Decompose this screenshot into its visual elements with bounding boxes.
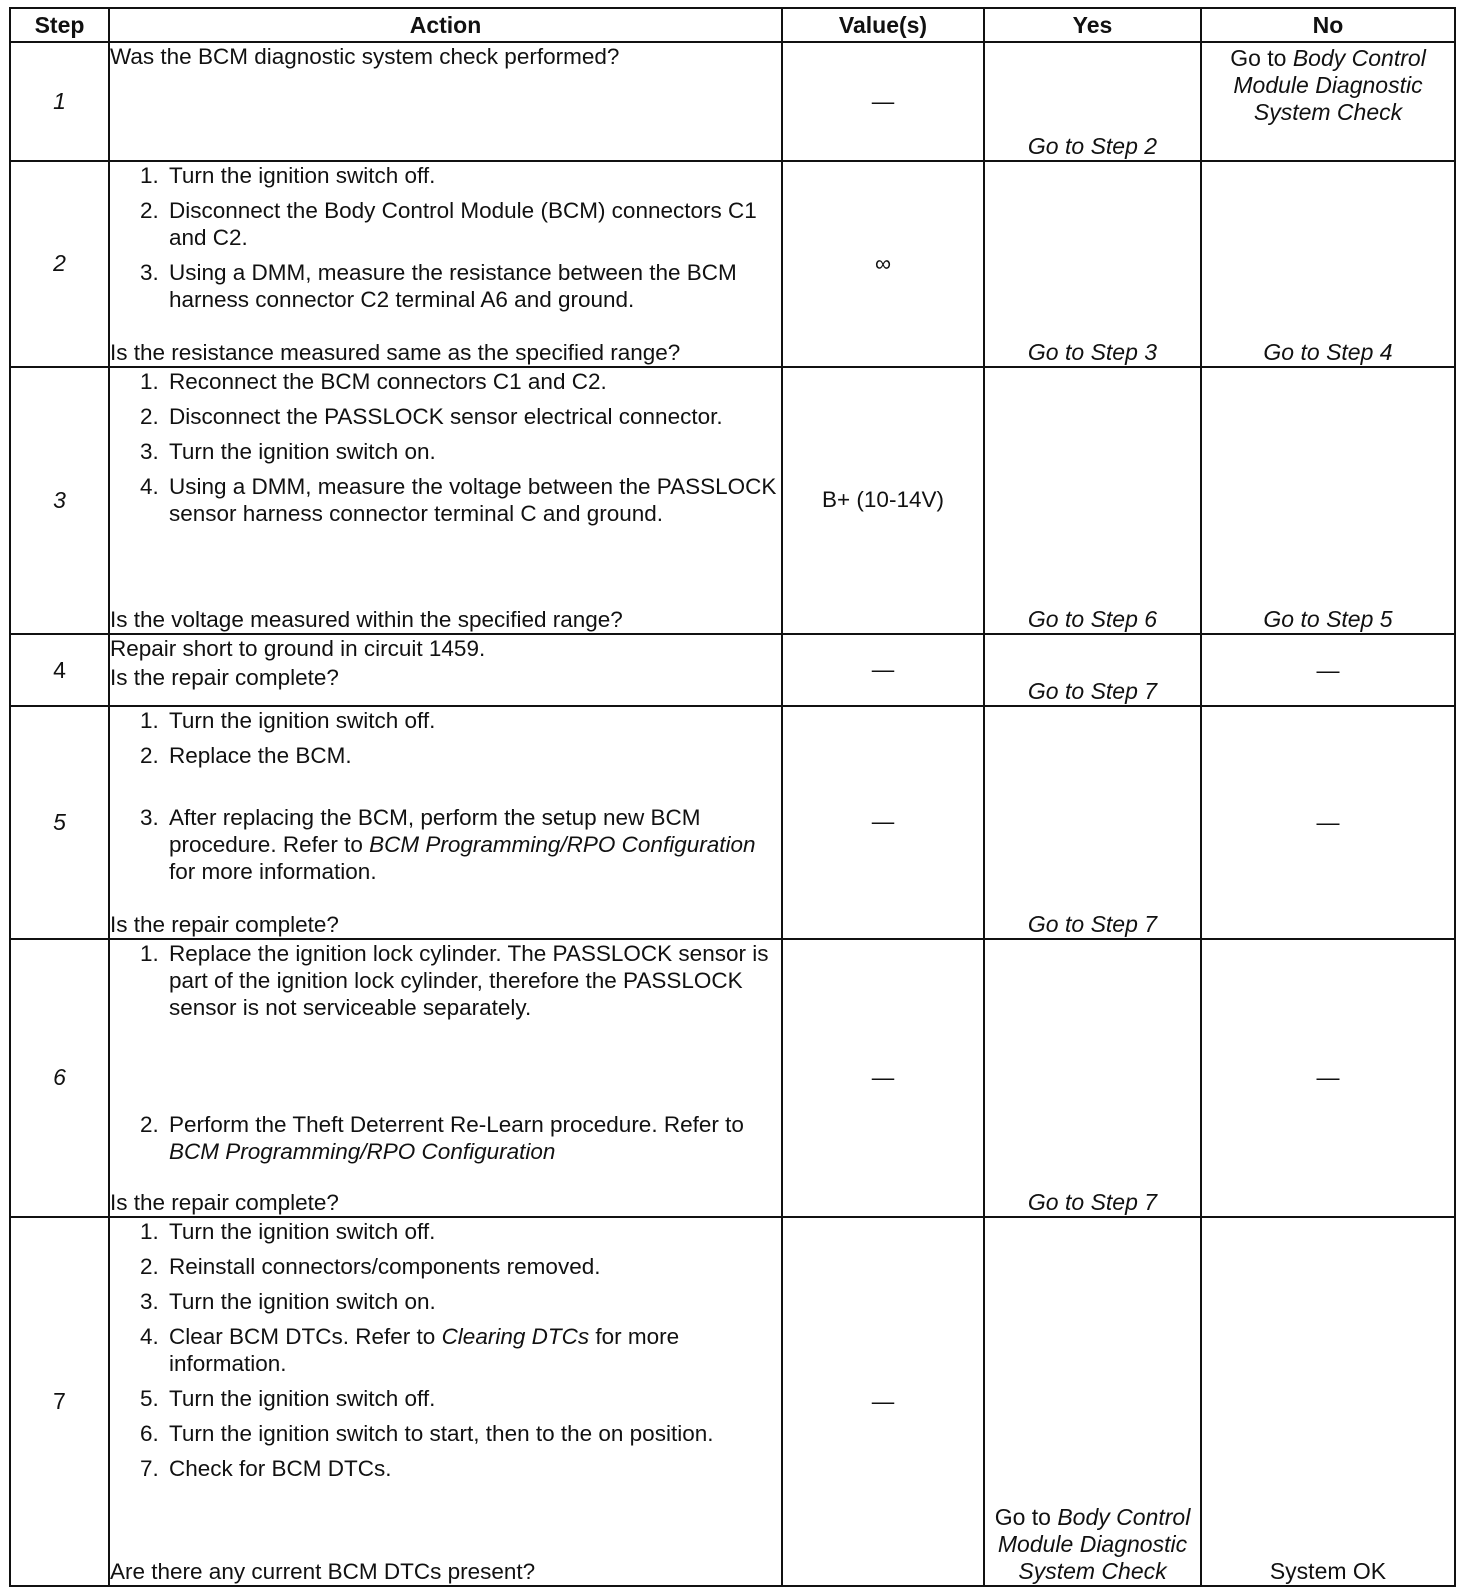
value-cell: ∞ <box>782 161 984 366</box>
action-steps <box>110 940 781 1173</box>
action-step: 1. Turn the ignition switch off. <box>165 1218 781 1245</box>
no-cell: System OK <box>1201 1217 1455 1586</box>
action-steps <box>110 368 781 535</box>
action-step: 2. Reinstall connectors/components removed. <box>165 1253 781 1280</box>
action-steps <box>110 162 781 321</box>
action-step: 1. Turn the ignition switch off. <box>165 707 781 734</box>
step-number: 7 <box>10 1217 109 1586</box>
action-step: 4. Using a DMM, measure the voltage between the PASSLOCK sensor harness connector terminal C and ground. <box>165 473 781 527</box>
table-row <box>10 161 1455 366</box>
action-question: Is the repair complete? <box>110 665 339 691</box>
reference-link-text: BCM Programming/RPO Configuration <box>369 832 756 858</box>
action-step: 1. Replace the ignition lock cylinder. The PASSLOCK sensor is part of the ignition lock cylinder, therefore the PASSLOCK sensor is not serviceable separately. <box>165 940 781 1021</box>
action-question: Is the repair complete? <box>110 1190 339 1216</box>
step-number: 6 <box>10 939 109 1218</box>
table-row <box>10 706 1455 938</box>
action-question: Is the repair complete? <box>110 911 339 937</box>
action-cell <box>109 1217 782 1586</box>
action-cell <box>109 939 782 1218</box>
action-step: 1. Reconnect the BCM connectors C1 and C2. <box>165 368 781 395</box>
step-number: 3 <box>10 367 109 635</box>
table-row <box>10 634 1455 706</box>
no-cell: — <box>1201 634 1455 706</box>
reference-link-text: Clearing DTCs <box>441 1324 590 1350</box>
step-number: 1 <box>10 42 109 161</box>
no-cell: Go to Step 5 <box>1201 367 1455 635</box>
action-cell <box>109 42 782 161</box>
no-reference: Body Control Module Diagnostic System Check <box>1233 45 1426 125</box>
header-row <box>10 8 1455 42</box>
table-row <box>10 367 1455 635</box>
action-question: Are there any current BCM DTCs present? <box>110 1559 536 1584</box>
action-steps <box>110 1218 781 1490</box>
action-step <box>165 1323 781 1377</box>
action-step-text: for more information. <box>169 1324 680 1377</box>
action-step: 3. Turn the ignition switch on. <box>165 438 781 465</box>
table-row <box>10 42 1455 161</box>
value-cell: — <box>782 42 984 161</box>
action-step: 3. Turn the ignition switch on. <box>165 1288 781 1315</box>
value-cell: — <box>782 1217 984 1586</box>
yes-cell <box>984 1217 1201 1586</box>
action-question: Is the voltage measured within the specified range? <box>110 607 623 633</box>
action-step: 2. Disconnect the Body Control Module (BCM) connectors C1 and C2. <box>165 197 781 251</box>
action-line: Repair short to ground in circuit 1459. <box>110 636 486 662</box>
no-prefix: Go to <box>1230 45 1293 71</box>
action-step-text: After replacing the BCM, perform the setup new BCM procedure. Refer to <box>169 805 701 858</box>
header-no: No <box>1201 8 1455 42</box>
reference-link-text: BCM Programming/RPO Configuration <box>169 1138 556 1164</box>
header-values: Value(s) <box>782 8 984 42</box>
no-cell: Go to Step 4 <box>1201 161 1455 366</box>
header-step: Step <box>10 8 109 42</box>
step-number: 5 <box>10 706 109 938</box>
action-steps <box>110 707 781 893</box>
action-step <box>165 804 781 885</box>
action-step: 3. Using a DMM, measure the resistance between the BCM harness connector C2 terminal A6 and ground. <box>165 259 781 313</box>
action-step: 6. Turn the ignition switch to start, then to the on position. <box>165 1420 781 1447</box>
action-step: 5. Turn the ignition switch off. <box>165 1385 781 1412</box>
value-cell: — <box>782 706 984 938</box>
diagnostic-table <box>9 7 1456 1587</box>
action-step-text: for more information. <box>169 859 377 885</box>
action-cell <box>109 706 782 938</box>
table-row <box>10 939 1455 1218</box>
action-cell <box>109 367 782 635</box>
action-step: 7. Check for BCM DTCs. <box>165 1455 781 1482</box>
action-step-text: Clear BCM DTCs. Refer to <box>169 1324 442 1350</box>
header-yes: Yes <box>984 8 1201 42</box>
table-row <box>10 1217 1455 1586</box>
header-action: Action <box>109 8 782 42</box>
value-cell: — <box>782 939 984 1218</box>
action-step: 2. Disconnect the PASSLOCK sensor electrical connector. <box>165 403 781 430</box>
yes-cell: Go to Step 7 <box>984 706 1201 938</box>
yes-cell: Go to Step 2 <box>984 42 1201 161</box>
action-step: 1. Turn the ignition switch off. <box>165 162 781 189</box>
no-cell: — <box>1201 939 1455 1218</box>
action-step <box>165 1111 781 1165</box>
action-step: 2. Replace the BCM. <box>165 742 781 769</box>
yes-reference: Body Control Module Diagnostic System Check <box>997 1504 1191 1584</box>
no-cell <box>1201 42 1455 161</box>
value-cell: — <box>782 634 984 706</box>
yes-cell: Go to Step 3 <box>984 161 1201 366</box>
action-question: Was the BCM diagnostic system check performed? <box>110 44 620 69</box>
yes-prefix: Go to <box>994 1504 1058 1530</box>
step-number: 4 <box>10 634 109 706</box>
yes-cell: Go to Step 7 <box>984 939 1201 1218</box>
step-number: 2 <box>10 161 109 366</box>
action-step-text: Perform the Theft Deterrent Re-Learn procedure. Refer to <box>169 1111 744 1137</box>
action-question: Is the resistance measured same as the specified range? <box>110 339 681 365</box>
action-cell <box>109 161 782 366</box>
yes-cell: Go to Step 6 <box>984 367 1201 635</box>
value-cell: B+ (10-14V) <box>782 367 984 635</box>
action-cell <box>109 634 782 706</box>
yes-cell: Go to Step 7 <box>984 634 1201 706</box>
no-cell: — <box>1201 706 1455 938</box>
